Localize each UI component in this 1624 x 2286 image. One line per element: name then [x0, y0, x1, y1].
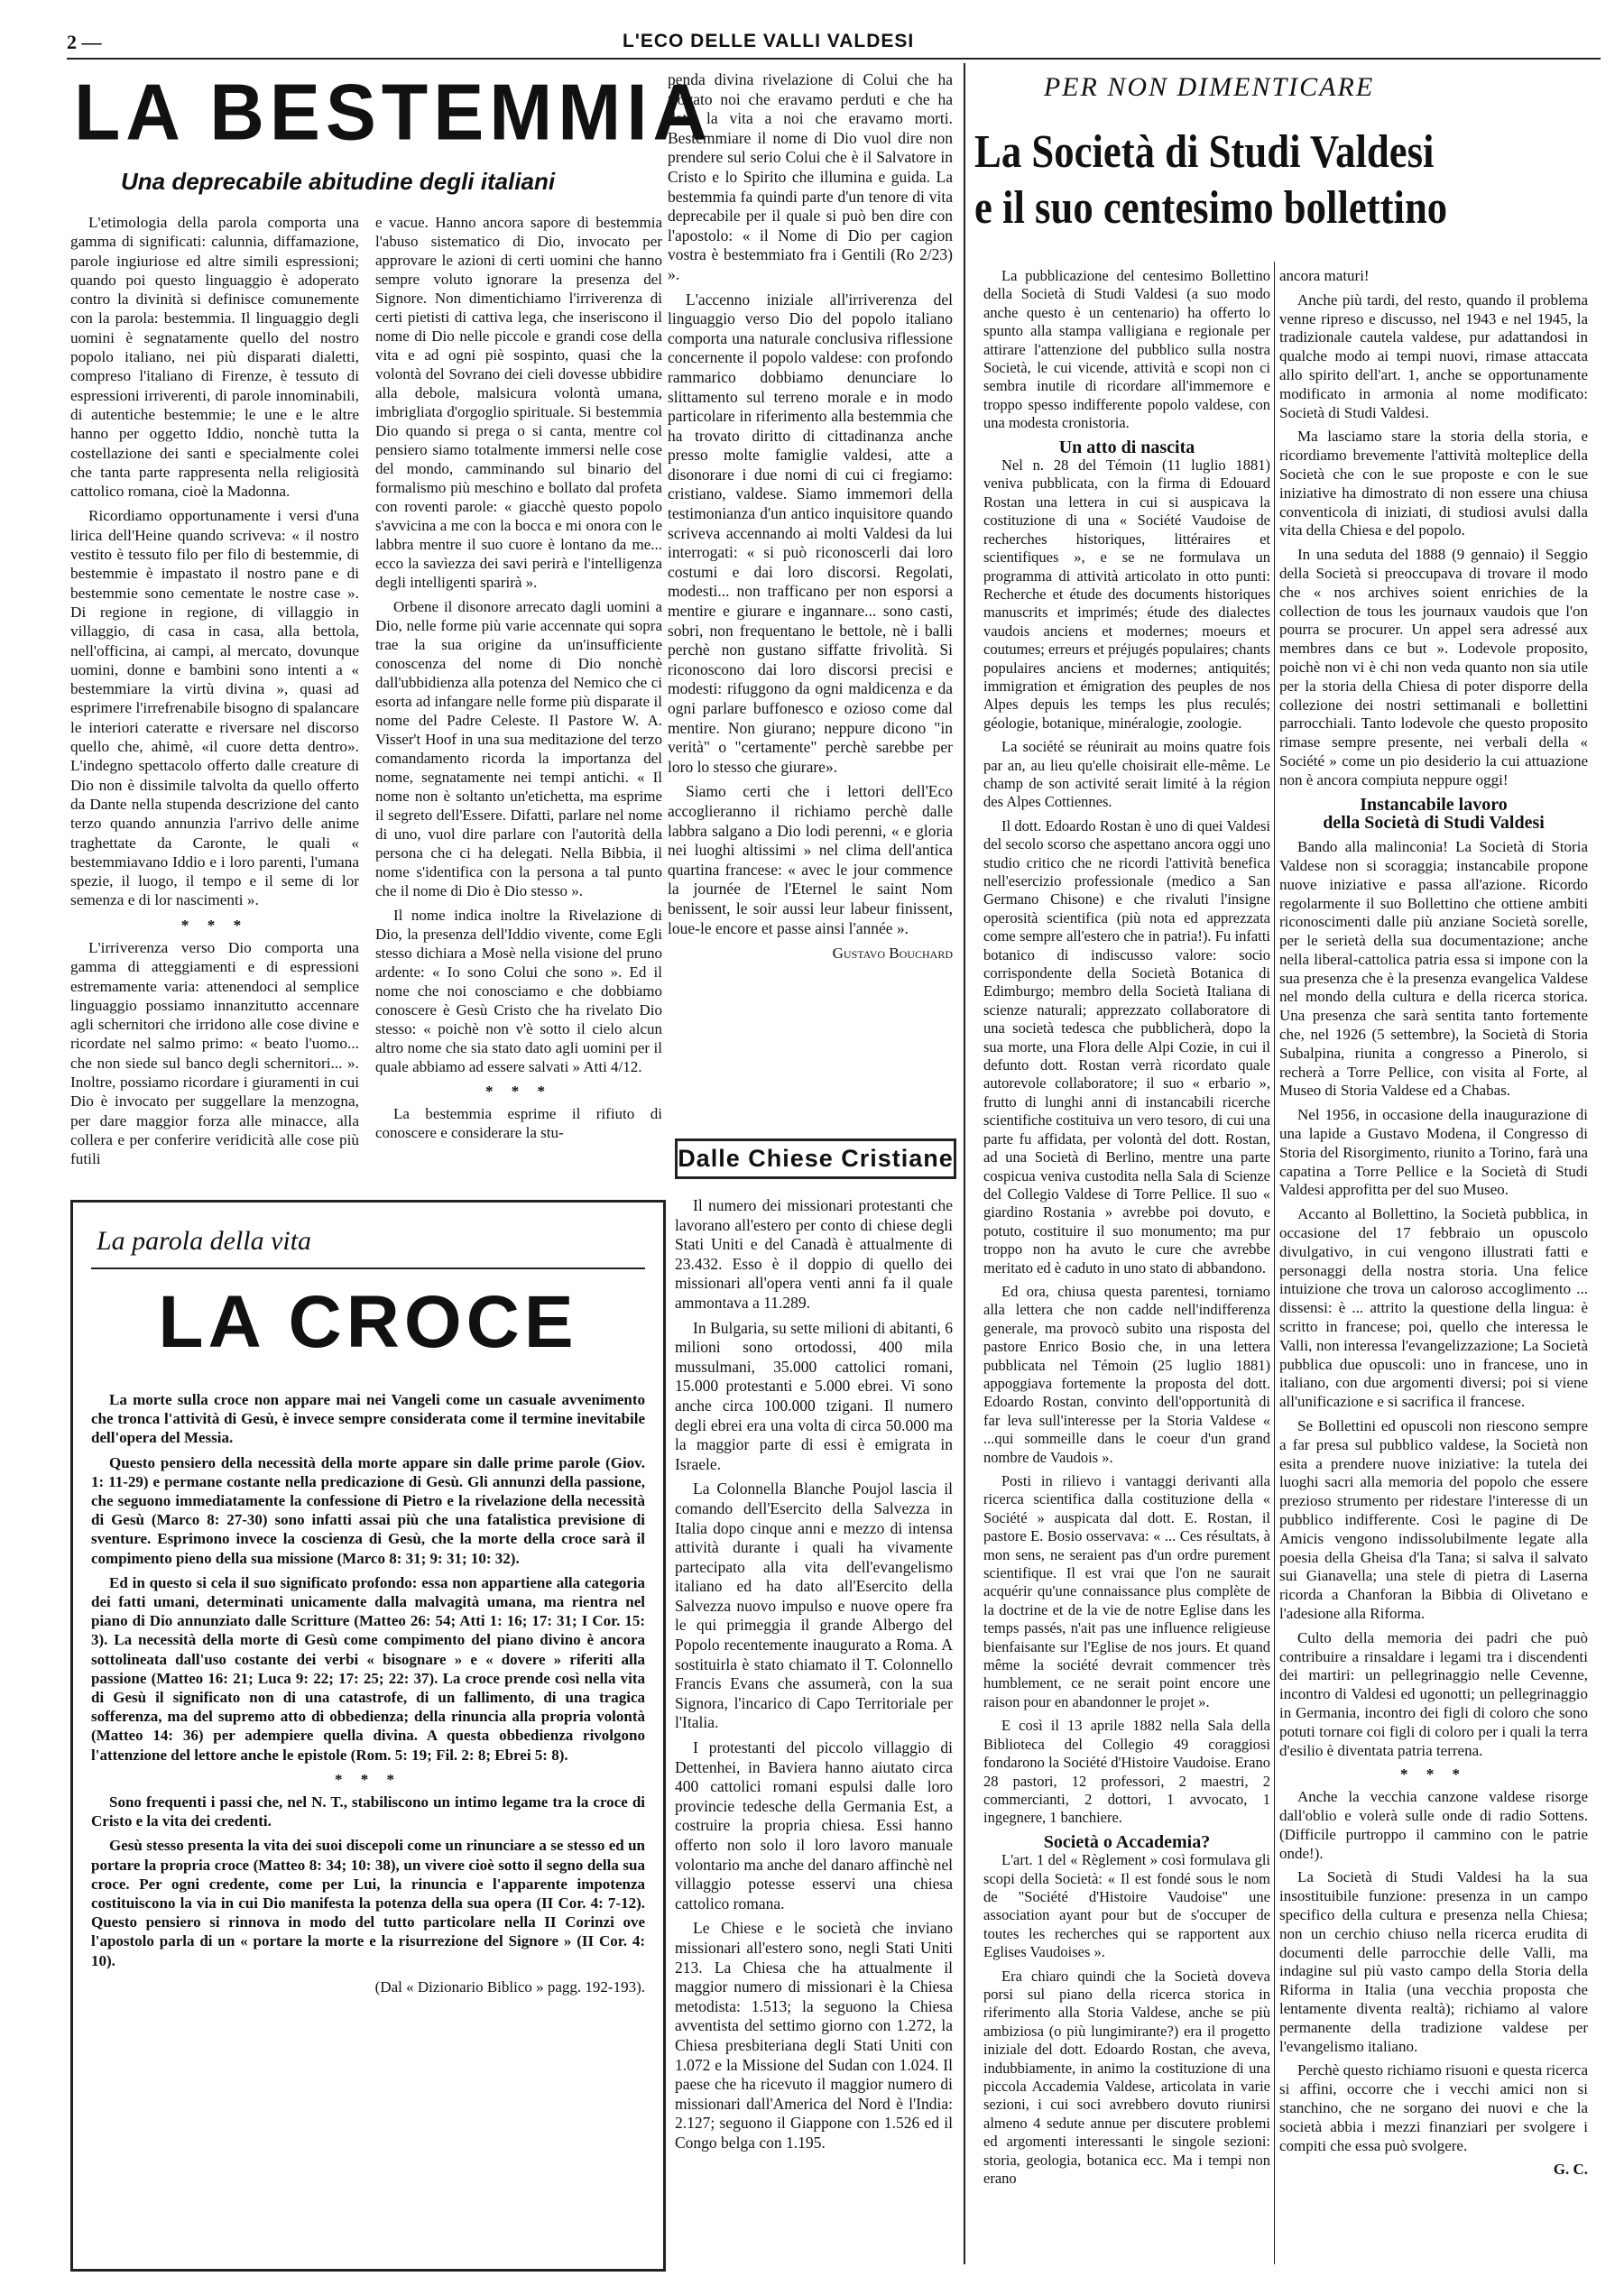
masthead-rule [67, 58, 1601, 60]
bestemmia-column-2 [375, 213, 662, 1148]
paragraph: Perchè questo richiamo risuoni e questa ricerca si affini, occorre che i vecchi amici non si stanchino, che ne sorgano dei nuovi e che la società abbia i mezzi finanziari per svolgere i compiti che essa può svolgere. [1279, 2061, 1588, 2154]
societa-column-1 [983, 267, 1270, 2193]
paragraph: Sono frequenti i passi che, nel N. T., stabiliscono un intimo legame tra la croce di Cristo e la vita dei credenti. [91, 1793, 645, 1830]
paragraph: Posti in rilievo i vantaggi derivanti alla ricerca scientifica dalla costituzione della « Société » auspicata dal dott. E. Rostan, il pastore E. Bosio osservava: « ... Ces résultats, à mon sens, ne seraient pas d'un ordre purement scientifique. Il est vrai que l'on ne saurait acquérir qu'une connaissance plus complète de la doctrine et de la vie de notre Eglise dans les temps passés, n'ait pas une influence religieuse bienfaisante sur l'Eglise de nos jours. Et quand même la société devrait commencer très humblement, ce ne serait point encore une raison pour en abandonner le projet ». [983, 1472, 1270, 1710]
page-number: 2 — [67, 31, 102, 53]
bestemmia-column-3 [668, 70, 953, 963]
paragraph: La Società di Studi Valdesi ha la sua insostituibile funzione: presenza in un campo specifico della cultura e presenza nella Chiesa; non un cerchio chiuso nella ricerca erudita di documenti delle parrocchie delle Valli, ma indagine sul più vasto campo della Storia della Riforma in Italia (una vecchia proposta che lentamente diventa realtà); richiamo al valore permanente della tradizione valdese per l'evangelismo italiano. [1279, 1868, 1588, 2055]
paragraph: Era chiaro quindi che la Società doveva porsi sul piano della ricerca storica in riferimento alla Storia Valdese, anche se più ambiziosa (o più lungimirante?) era il progetto iniziale del dott. Edoardo Rostan, che aveva, indubbiamente, in animo la costituzione di una piccola Accademia Valdese, articolata in varie sezioni, i cui soci avrebbero dovuto riunirsi almeno 4 sedute annue per discutere problemi ed argomenti interessanti le singole sezioni: storia, geologia, botanica ecc. Ma i tempi non erano [983, 1967, 1270, 2188]
paragraph: Ed ora, chiusa questa parentesi, torniamo alla lettera che non cadde nell'indifferenza generale, ma provocò subito una risposta del pastore Enrico Bosio che, in una lettera pubblicata nel Témoin (25 luglio 1881) appoggiava fortemente la proposta del dott. Edoardo Rostan, convinto dell'opportunità di far leva sull'interesse per la Storia Valdese « ...qui sommeille dans le coeur d'un grand nombre de Vaudois ». [983, 1282, 1270, 1466]
paragraph: Gesù stesso presenta la vita dei suoi discepoli come un rinunciare a se stesso ed un portare la propria croce (Matteo 8: 34; 10: 38), un vivere cioè sotto il segno della sua croce. Per ogni credente, come per Lui, la rinuncia e l'apparente impotenza costituiscono la via in cui Dio manifesta la potenza della sua opera (II Cor. 4: 7-12). Questo pensiero si rinnova in modo del tutto particolare nella II Corinzi ove l'apostolo parla di un « portare la morte e la risurrezione del Signore » (II Cor. 4: 10). [91, 1837, 645, 1969]
societa-title [974, 124, 1518, 236]
paragraph: E così il 13 aprile 1882 nella Sala della Biblioteca del Collegio 49 coraggiosi fondarono la Société d'Histoire Vaudoise. Erano 28 pastori, 12 professori, 2 maestri, 2 commercianti, 2 dottori, 1 avvocato, 1 ingegnere, 1 banchiere. [983, 1717, 1270, 1827]
paragraph: I protestanti del piccolo villaggio di Dettenhei, in Baviera hanno aiutato circa 400 cattolici romani espulsi dalle loro provincie tedesche della Germania Est, a costruire la propria chiesa. Essi hanno offerto non solo il loro lavoro manuale volontario ma anche del danaro affinchè nel villaggio potesse esservi una chiesa cattolico romana. [675, 1738, 953, 1913]
chiese-heading: Dalle Chiese Cristiane [675, 1138, 956, 1179]
paragraph: Accanto al Bollettino, la Società pubblica, in occasione del 17 febbraio un opuscolo divulgativo, in cui vengono illustrati fatti e personaggi della nostra storia. Una felice intuizione che trova un caloroso accoglimento ... dissensi: è ... attrito la questione della lingua: è scritto in francese; poi, quello che interessa le Valli, non interessa l'evangelizzazione; La Società pubblica due opuscoli: uno in francese, uno in italiano, con due argomenti diversi; poi si viene all'unificazione e si sacrifica il francese. [1279, 1205, 1588, 1411]
paragraph: Anche la vecchia canzone valdese risorge dall'oblio e volerà sulle onde di radio Sottens. (Difficile purtroppo il cammino con le patrie onde!). [1279, 1788, 1588, 1862]
paragraph: La Colonnella Blanche Poujol lascia il comando dell'Esercito della Salvezza in Italia dopo cinque anni e mezzo di intensa attività durante i quali ha vivamente partecipato alla vita dell'evangelismo italiano ed ha dato all'Esercito della Salvezza nuovo impulso e nuove opere fra le qui primeggia il grande Albergo del Popolo recentemente inaugurato a Roma. A sostituirla è stato chiamato il T. Colonnello Francis Evans che assumerà, con la sua Signora, l'incarico di Capo Territoriale per l'Italia. [675, 1479, 953, 1732]
author-signature: G. C. [1553, 2161, 1588, 2179]
paragraph: L'etimologia della parola comporta una gamma di significati: calunnia, diffamazione, parole ingiuriose ed altre simili espressioni; quando poi questo linguaggio è adoperato contro la divinità si definisce comunemente con la parola: bestemmia. Il linguaggio degli uomini è segnatamente quello del nostro popolo italiano, nei più disparati dialetti, compreso l'italiano di Firenze, è tessuto di espressioni irriverenti, di parole innominabili, di autentiche bestemmie; le une e le altre hanno per oggetto Iddio, nonchè tutta la costellazione dei santi e specialmente colei che tanta parte rappresenta nella religiosità cattolico romana, cioè la Madonna. [70, 214, 359, 501]
paragraph: Ed in questo si cela il suo significato profondo: essa non appartiene alla categoria dei fatti umani, determinati unicamente dalla malvagità umana, ma rientra nel piano di Dio annunziato dalle Scritture (Matteo 26: 54; Atti 1: 16; 17: 31; I Cor. 15: 3). La necessità della morte di Gesù come compimento del piano divino è ancora sottolineata dall'uso costante dei verbi « bisognare » e « dovere » riferiti alla passione (Matteo 16: 21; Luca 9: 22; 17: 25; 22: 37). La croce prende così nella vita di Gesù il significato non di una catastrofe, di un fallimento, di una tragica sofferenza, ma del supremo atto di obbedienza; della rinuncia alla propria volontà (Matteo 14: 36) per adempiere quella divina. A questa obbedienza rivolgono l'attenzione del lettore anche le epistole (Rom. 5: 19; Fil. 2: 8; Ebrei 5: 8). [91, 1573, 645, 1764]
paragraph: L'art. 1 del « Règlement » così formulava gli scopi della Società: « Il est fondé sous le nom de "Société d'Histoire Vaudoise" une association ayant pour but de s'occuper de toutes les recherches qui se rapportent aux Eglises Vaudoises ». [983, 1851, 1270, 1961]
section-heading-line-2: della Società di Studi Valdesi [1323, 813, 1545, 834]
paragraph: Le Chiese e le società che inviano missionari all'estero sono, negli Stati Uniti 213. La Chiesa che ha attualmente il maggior numero di missionari è la Chiesa metodista: 1.513; la seguono la Chiesa avventista del settimo giorno con 1.272, la Chiesa presbiteriana degli Stati Uniti con 1.072 e la Missione del Sudan con 1.024. Il paese che ha ricevuto il maggior numero di missionari dall'America del Nord è l'India: 2.127; seguono il Giappone con 1.526 ed il Congo belga con 1.195. [675, 1919, 953, 2152]
paragraph: La morte sulla croce non appare mai nei Vangeli come un casuale avvenimento che tronca l'attività di Gesù, è invece sempre considerata come il termine inevitabile dell'opera del Messia. [91, 1391, 645, 1447]
paragraph: Il dott. Edoardo Rostan è uno di quei Valdesi del secolo scorso che aspettano ancora oggi uno studio critico che ne ricordi l'attività benefica nell'esercizio professionale (medico a San Germano Chisone) e che rivaluti l'insigne operosità scientifica (più nota ed apprezzata come sempre all'estero che in patria!). Fu infatti botanico di indiscusso valore: socio corrispondente della Società Botanica di Edimburgo; membro della Società Italiana di scienze naturali; apprezzato collaboratore di una società tedesca che pubblicherà, dopo la sua morte, una Flora delle Alpi Cozie, in cui il defunto dott. Rostan verrà ricordato quale autorevole collaboratore; il suo « erbario », frutto di lunghi anni di instancabili ricerche scientifiche costituiva un vero tesoro, di cui una parte fu affidata, per volontà del dott. Rostan, ad una Società di Berlino, mentre una parte cospicua veniva custodita nella Sala di Scienze del Collegio Valdese di Torre Pellice. Il suo « giardino Rostania » avrebbe poi dovuto, e potuto, costituire il suo monumento; ma pur troppo non ha avuto le cure che avrebbe meritato ed è caduto in uno stato di abbandono. [983, 816, 1270, 1277]
societa-kicker: PER NON DIMENTICARE [1043, 72, 1375, 102]
paragraph: Orbene il disonore arrecato dagli uomini a Dio, nelle forme più varie accennate qui sopra trae la sua origine da un'insufficiente conoscenza del nome di Dio nonchè dall'ubbidienza alla potenza del Nemico che ci esorta ad infangare nelle forme più disparate il nome del Padre Celeste. Il Pastore W. A. Visser't Hoof in una sua meditazione del terzo comandamento ricorda la importanza del nome, segnatamente nei tempi antichi. « Il nome non è soltanto un'etichetta, ma esprime il segreto dell'Essere. Difatti, parlare nel nome di uno, vuol dire parlare con l'autorità della persona che ci ha delegati. Nella Bibbia, il nome s'identifica con la persona a tal punto che il nome di Dio è Dio stesso ». [375, 598, 662, 899]
paragraph: Culto della memoria dei padri che può contribuire a rinsaldare i legami tra i discendenti dei martiri: un pellegrinaggio nelle Cevenne, incontro di Valdesi ed ugonotti; un pellegrinaggio in Germania, incontro dei figli di coloro che sono potuti tornare coi figli di coloro per i quali la terra d'esilio è diventata patria terrena. [1279, 1628, 1588, 1759]
paragraph: L'irriverenza verso Dio comporta una gamma di atteggiamenti e di espressioni estremamente varia: attenendoci al semplice linguaggio possiamo innanzitutto accennare agli schernitori che irridono alle cose divine e ricordate nel salmo primo: « beato l'uomo... che non siede sul banco degli schernitori... ». Inoltre, possiamo ricordare i giuramenti in cui Dio è invocato per suggellare la menzogna, per dare maggior forza alle minacce, alla collera e per conferire veridicità alle cose più futili [70, 938, 359, 1168]
paragraph: penda divina rivelazione di Colui che ha trovato noi che eravamo perduti e che ha dato la vita a noi che eravamo morti. Bestemmiare il nome di Dio vuol dire non prendere sul serio Colui che è il Salvatore in Cristo e lo Spirito che illumina e guida. La bestemmia fa quindi parte d'un tenore di vita deprecabile per il quale si può ben dire con l'apostolo: « il Nome di Dio per cagion vostra è bestemmiato fra i Gentili (Ro 2/23) ». [668, 70, 953, 283]
paragraph: In Bulgaria, su sette milioni di abitanti, 6 milioni sono ortodossi, 400 mila mussulmani, 35.000 cattolici romani, 15.000 protestanti e 5.000 ebrei. Vi sono anche circa 100.000 tzigani. Il numero degli ebrei era una volta di circa 50.000 ma la maggior parte di essi è emigrata in Israele. [675, 1318, 953, 1473]
paragraph: e vacue. Hanno ancora sapore di bestemmia l'abuso sistematico di Dio, invocato per approvare le azioni di certi uomini che hanno sempre voluto ignorare la presenza del Signore. Non dimentichiamo l'irriverenza di certi pietisti di cattiva lega, che inseriscono il nome di Dio nelle piccole e grandi cose della vita e ad ogni piè sospinto, quasi che la volontà del Sovrano dei cieli dovesse ubbidire alla debole, malsicura volontà umana, imbrigliata d'orgoglio spirituale. Si bestemmia Dio quando si prega o si canta, mentre col pensiero siamo totalmente immersi nelle cose del mondo, camminando sul binario del formalismo più meschino e bollato dal profeta con roventi parole: « giacchè questo popolo s'avvicina a me con la bocca e mi onora con le labbra mentre il suo cuore è lontano da me... ecco la savìezza dei savi perirà e l'intelligenza degli intelligenti sparirà ». [375, 214, 662, 591]
bestemmia-title: LA BESTEMMIA [74, 67, 714, 157]
paragraph: Questo pensiero della necessità della morte appare sin dalle prime parole (Giov. 1: 11-29) e permane costante nella predicazione di Gesù. Gli annunzi della passione, che seguono immediatamente la confessione di Pietro e la rivelazione della necessità di Gesù (Marco 8: 27-30) sono infatti assai più che una fatalistica previsione di sventure. Esprimono invece la coscienza di Gesù, che la morte della croce sarà il compimento pieno della sua missione (Marco 8: 31; 9: 31; 10: 32). [91, 1453, 645, 1567]
newspaper-name: L'ECO DELLE VALLI VALDESI [623, 31, 915, 51]
paragraph: La bestemmia esprime il rifiuto di conoscere e considerare la stu- [375, 1105, 662, 1141]
paragraph: Nel n. 28 del Témoin (11 luglio 1881) veniva pubblicata, con la firma di Edouard Rostan una lettera in cui si auspicava la costituzione di una « Société Vaudoise de recherches historiques, littéraires et scientifiques », e se ne formulava un programma di attività articolato in otto punti: Recherche et étude des documents historiques manuscrits et imprimés; étude des dialectes vaudois anciens et modernes; moeurs et coutumes; erreurs et préjugés populaires; chants populaires anciens et modernes; antiquités; immigration et émigration des peuples de nos Alpes depuis les temps les plus reculés; géologie, botanique, minéralogie, zoologie. [983, 456, 1270, 732]
bestemmia-subtitle: Una deprecabile abitudine degli italiani [121, 168, 556, 195]
croce-title: LA CROCE [158, 1281, 578, 1363]
societa-title-line-2: e il suo centesimo bollettino [974, 182, 1448, 234]
paragraph: Bando alla malinconia! La Società di Storia Valdese non si scoraggia; instancabile propone nuove iniziative e passa all'azione. Ricordo regolarmente il suo Bollettino che ottiene ambiti riconoscimenti dalle più anziane Società sorelle, per le serietà della sua documentazione; anche nella liberal-cattolica patria essa si impone con la sua presenza che è la presenza evangelica Valdese nel mondo della cultura e della ricerca storica. Una presenza che sarà sentita tanto fortemente che, nel 1926 (5 settembre), la Società di Storia Subalpina, riunita a congresso a Pinerolo, si recherà a Torre Pellice, con visita al Forte, al Museo di Storia Valdese ed a Chabas. [1279, 838, 1588, 1100]
separator-stars: * * * [335, 1770, 401, 1788]
paragraph: Ma lasciamo stare la storia della storia, e ricordiamo brevemente l'attività molteplice della Società che con le sue proposte e con le sue iniziative ha dimostrato di non essere una chiusa conventicola di iniziati, di studiosi avulsi dalla vita della Chiesa e del popolo. [1279, 428, 1588, 539]
column-rule [964, 63, 965, 2264]
societa-title-line-1: La Società di Studi Valdesi [974, 126, 1435, 178]
paragraph: Anche più tardi, del resto, quando il problema venne ripreso e discusso, nel 1943 e nel 1945, la tradizionale cautela valdese, pur adattandosi in qualche modo ai tempi nuovi, rimase attaccata allo spirito dell'art. 1, anche se opportunamente modificato in armonia al nome modificato: Società di Studi Valdesi. [1279, 290, 1588, 421]
chiese-column [675, 1196, 953, 2159]
column-rule [1274, 262, 1275, 2264]
author-signature: Gustavo Bouchard [832, 945, 953, 963]
section-heading-line-1: Instancabile lavoro [1360, 794, 1508, 815]
croce-kicker-rule [91, 1267, 645, 1269]
separator-stars: * * * [180, 916, 249, 934]
croce-source: (Dal « Dizionario Biblico » pagg. 192-193). [374, 1977, 645, 1996]
societa-column-2 [1279, 267, 1588, 2180]
paragraph: L'accenno iniziale all'irriverenza del linguaggio verso Dio del popolo italiano comporta una naturale conclusiva riflessione concernente il popolo valdese: con profondo rammarico dobbiamo denunciare lo slittamento sul terreno morale e in modo particolare in riferimento alla bestemmia che ha trovato diritto di cittadinanza anche presso molte famiglie valdesi, atte a disonorare i due nomi di cui ci fregiamo: cristiano, valdese. Siamo immemori della testimonianza d'un antico inquisitore quando scriveva accennando ai molti Valdesi da lui interrogati: « si può riconoscerli dai loro costumi e dai loro discorsi. Regolati, modesti... non trafficano per non esporsi a mentire e giurare e ingannare... sono casti, sobri, non frequentano le bettole, nè i balli perchè non gustano siffatte frivolità. Si riconoscono dai loro discorsi precisi e modesti: rifuggono da ogni maldicenza e da ogni parlare buffonesco e ozioso come dal mentire. Non giurano; neppure dicono "in verità" o "certamente" perchè sarebbe per loro lo stesso che giurare». [668, 290, 953, 776]
paragraph: In una seduta del 1888 (9 gennaio) il Seggio della Società si preoccupava di trovare il modo che « nos archives soient enrichies de la collection de tous les journaux vaudois que l'on pourra se procurer. Un appel sera adressé aux membres dans ce but ». Lodevole proposito, poichè non vi è chi non veda quanto non sia utile per la storia della Chiesa di poter disporre della collezione dei nostri settimanali e bollettini parrocchiali. Tanto lodevole che questo proposito rimase sempre presente, nei verbali della « Société » come un pio desiderio la cui attuazione non è ancora compiuta neppure oggi! [1279, 546, 1588, 788]
section-heading: Società o Accademia? [1043, 1831, 1211, 1852]
paragraph: La pubblicazione del centesimo Bollettino della Società di Studi Valdesi (a suo modo anche questo è un centenario) ha offerto lo spunto alla stampa valligiana e regionale per attirare l'attenzione del pubblico sulla nostra Società, le cui vicende, attività e scopi non ci sembra inutile di ricordare all'immemore e troppo spesso indifferente popolo valdese, con una modesta cronistoria. [983, 267, 1270, 432]
paragraph: Se Bollettini ed opuscoli non riescono sempre a far presa sul pubblico valdese, la Società non esita a prendere nuove iniziative: la tutela dei luoghi sacri alla memoria del popolo che essere prezioso strumento per ridestare l'interesse di un pubblico indifferente. Così le pagine di De Amicis vengono indissolubilmente legate alla poesia della Gheisa d'la Tana; si salva il salvato sui Gianavella; una stele di pietra di Laserna ricorda a Chanforan la Bibbia di Olivetano e l'adesione alla Riforma. [1279, 1417, 1588, 1622]
separator-stars: * * * [1400, 1765, 1467, 1784]
paragraph: Siamo certi che i lettori dell'Eco accoglieranno il richiamo perchè dalle labbra salgano a Dio lodi perenni, « e gloria nei luoghi altissimi » nel clima dell'antica quartina francese: « avec le jour commence la journée de l'Eternel le saint Nom benissent, le soir aussi leur labeur finissent, loue-le encore et passe ainsi l'année ». [668, 782, 953, 937]
paragraph: ancora maturi! [1279, 267, 1370, 284]
paragraph: Ricordiamo opportunamente i versi d'una lirica dell'Heine quando scriveva: « il nostro vestito è tessuto filo per filo di bestemmie, di bestemmie è impastato il nostro pane e di bestemmie sono cementate le nostre case ». Di regione in regione, di villaggio in villaggio, di casa in casa, alla bettola, nell'officina, ai campi, al mercato, dovunque uomini, donne e bambini sono intenti a « bestemmiare la virtù divina », quasi ad esprimere l'irrefrenabile bisogno di spalancare le interiori cateratte e riversare nel discorso quello che, ahimè, «il cuore detta dentro». L'indegno spettacolo offerto dalle creature di Dio non è dissimile talvolta da quello offerto da Dante nella stupenda descrizione del canto terzo quando annunzia l'arrivo delle anime traghettate da Caronte, le quali « bestemmiavano Iddio e i loro parenti, l'umana spezie, il luogo, il tempo e il seme di lor semenza e di lor nascimenti ». [70, 507, 359, 909]
bestemmia-column-1 [70, 213, 359, 1175]
croce-kicker: La parola della vita [97, 1226, 312, 1256]
croce-box [70, 1200, 666, 2272]
croce-body [91, 1390, 645, 1996]
section-heading: Un atto di nascita [1058, 437, 1195, 457]
section-heading [1279, 796, 1588, 834]
separator-stars: * * * [485, 1083, 552, 1100]
paragraph: Il numero dei missionari protestanti che lavorano all'estero per conto di chiese degli Stati Uniti e del Canadà è attualmente di 23.432. Esso è il doppio di quello dei missionari all'opera venti anni fa il quale ammontava a 11.289. [675, 1196, 953, 1312]
paragraph: Il nome indica inoltre la Rivelazione di Dio, la presenza dell'Iddio vivente, come Egli stesso dichiara a Mosè nella visione del pruno ardente: « Io sono Colui che sono ». Ed il nome che noi conosciamo e che dobbiamo conoscere è Gesù Cristo che ha rivelato Dio stesso: « poichè non v'è sotto il cielo alcun altro nome che sia stato dato agli uomini per il quale abbiamo ad essere salvati » Atti 4/12. [375, 907, 662, 1075]
paragraph: Nel 1956, in occasione della inaugurazione di una lapide a Gustavo Modena, il Congresso di Storia del Risorgimento, riunito a Torino, farà una capatina a Torre Pellice e la Società di Studi Valdesi approfitta per del suo Museo. [1279, 1106, 1588, 1199]
paragraph: La société se réunirait au moins quatre fois par an, au lieu qu'elle choisirait elle-même. Le champ de son activité serait limité à la région des Alpes Cottiennes. [983, 738, 1270, 811]
